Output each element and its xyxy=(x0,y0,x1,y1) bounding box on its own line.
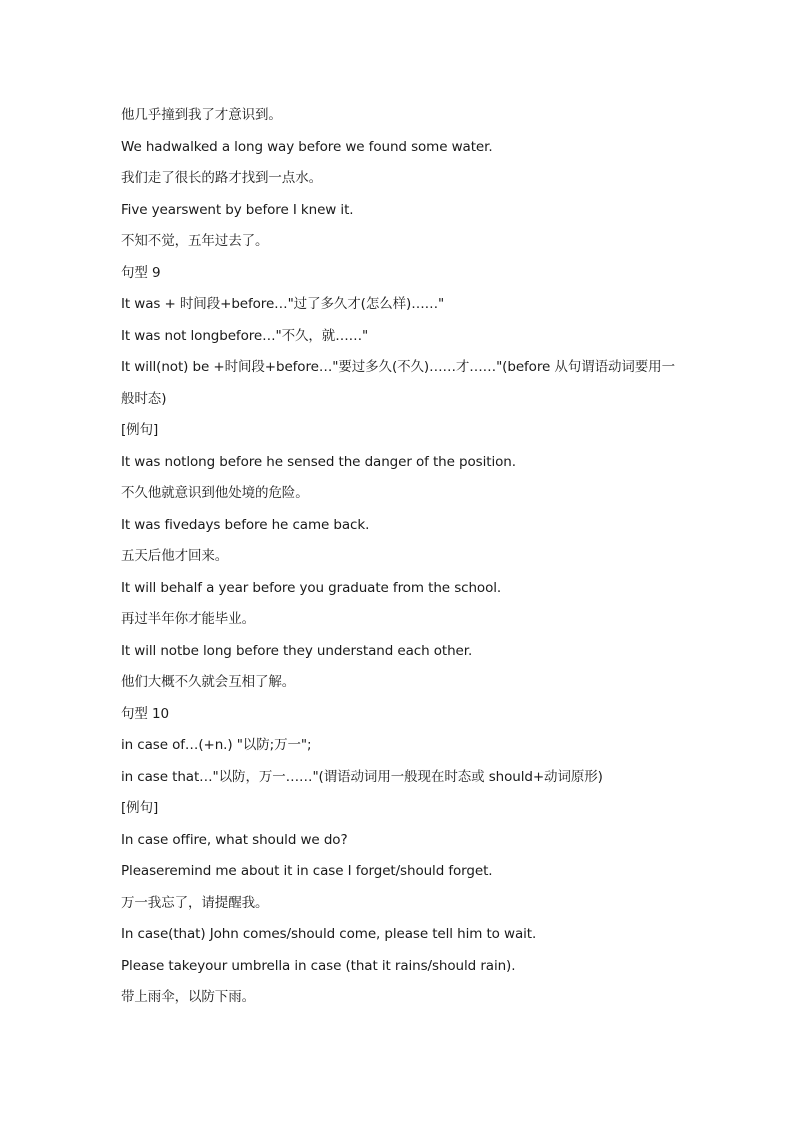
text-line: It will(not) be +时间段+before…"要过多久(不久)……才……"(before 从句谓语动词要用一般时态) xyxy=(121,359,675,407)
text-line: We hadwalked a long way before we found some water. xyxy=(121,138,493,155)
text-line: in case of…(+n.) "以防;万一"; xyxy=(121,737,312,753)
text-line: It was fivedays before he came back. xyxy=(121,516,370,533)
section-heading: 句型 9 xyxy=(121,264,161,281)
text-line: 五天后他才回来。 xyxy=(121,548,229,564)
text-line: In case offire, what should we do? xyxy=(121,831,348,848)
example-label: [例句] xyxy=(121,800,159,816)
text-line: Please takeyour umbrella in case (that it rains/should rain). xyxy=(121,957,516,974)
text-line: It was + 时间段+before…"过了多久才(怎么样)……" xyxy=(121,296,445,312)
text-line: In case(that) John comes/should come, please tell him to wait. xyxy=(121,926,537,942)
text-line: Five yearswent by before I knew it. xyxy=(121,201,354,218)
text-line: 他们大概不久就会互相了解。 xyxy=(121,674,296,690)
text-line: It will behalf a year before you graduate from the school. xyxy=(121,579,502,596)
text-line: 不知不觉，五年过去了。 xyxy=(121,233,269,249)
text-line: Pleaseremind me about it in case I forget/should forget. xyxy=(121,863,493,879)
text-line: 带上雨伞，以防下雨。 xyxy=(121,989,255,1005)
example-label: [例句] xyxy=(121,422,159,438)
text-line: in case that…"以防，万一……"(谓语动词用一般现在时态或 should+动词原形) xyxy=(121,768,603,785)
text-line: 他几乎撞到我了才意识到。 xyxy=(121,107,282,123)
section-heading: 句型 10 xyxy=(121,705,169,722)
text-line: It will notbe long before they understand each other. xyxy=(121,642,473,659)
text-line: It was notlong before he sensed the danger of the position. xyxy=(121,453,516,470)
text-line: 我们走了很长的路才找到一点水。 xyxy=(121,170,322,186)
document-body xyxy=(121,100,681,1014)
text-line: 再过半年你才能毕业。 xyxy=(121,611,255,627)
text-line: 万一我忘了，请提醒我。 xyxy=(121,894,269,911)
text-line: 不久他就意识到他处境的危险。 xyxy=(121,485,309,501)
text-line: It was not longbefore…"不久，就……" xyxy=(121,327,369,344)
